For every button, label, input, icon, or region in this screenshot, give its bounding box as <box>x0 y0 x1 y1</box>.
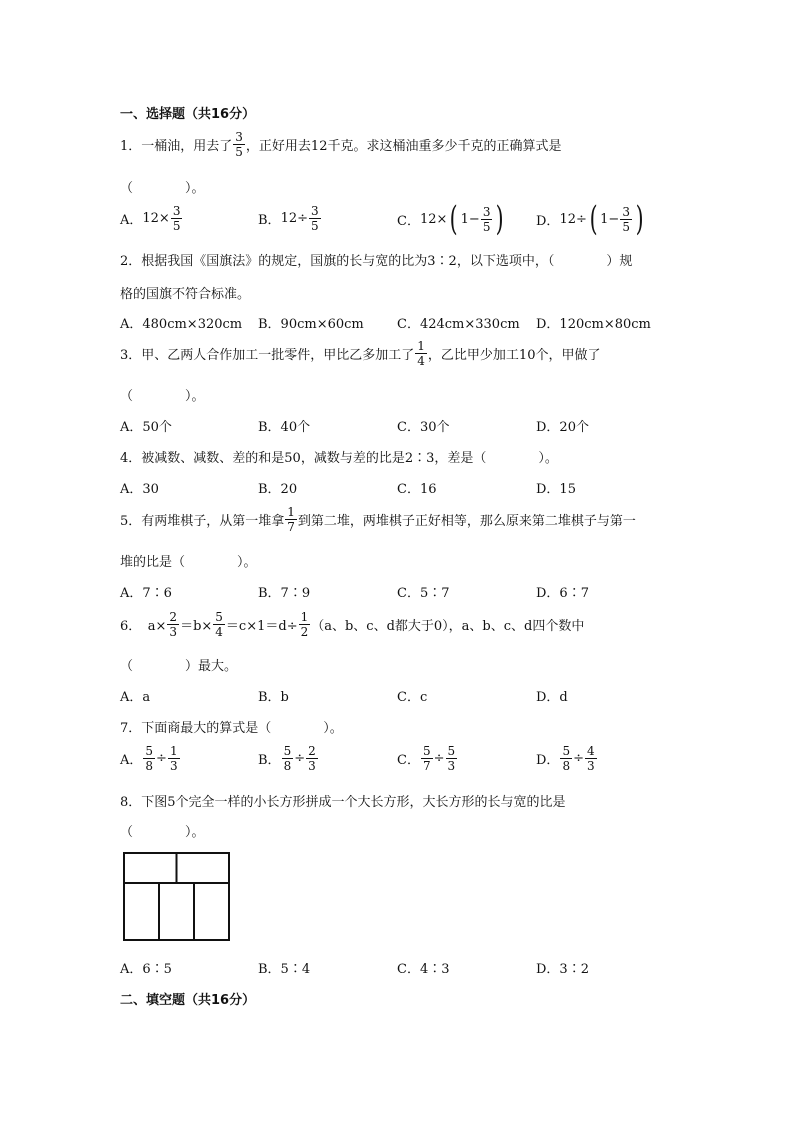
option-a[interactable]: A．50个 <box>120 420 172 435</box>
question-6-line2: （ ）最大。 <box>120 659 238 674</box>
option-b[interactable]: B．20 <box>258 482 298 497</box>
option-a[interactable]: A． $\frac{5}{8}$ ÷ $\frac{1}{3}$ <box>120 744 178 773</box>
option-b[interactable]: B．5∶4 <box>258 962 311 977</box>
option-b[interactable]: B． $\frac{5}{8}$ ÷ $\frac{2}{3}$ <box>258 744 316 773</box>
fraction: $\frac{3}{5}$ <box>235 130 243 159</box>
question-1-text: 1．一桶油，用去了 <box>120 139 233 154</box>
option-b[interactable]: B．b <box>258 690 289 705</box>
option-b[interactable]: B．90cm×60cm <box>258 317 364 332</box>
option-d[interactable]: D． 12÷ ( 1− $\frac{3}{5}$ ) <box>536 199 644 239</box>
question-4: 4．被减数、减数、差的和是50，减数与差的比是2∶3，差是（ ）。 <box>120 451 558 466</box>
option-a[interactable]: A．30 <box>120 482 159 497</box>
option-c[interactable]: C．c <box>397 690 428 705</box>
option-c[interactable]: C．4∶3 <box>397 962 450 977</box>
question-6: 6． a× $\frac{2}{3}$ ＝b× $\frac{5}{4}$ ＝c×1＝d÷ $\frac{1}{2}$ （a、b、c、d都大于0），a、b、c、d四个数中 <box>120 610 585 639</box>
question-1-text-cont: ，正好用去12千克。求这桶油重多少千克的正确算式是 <box>245 139 562 154</box>
question-8: 8．下图5个完全一样的小长方形拼成一个大长方形，大长方形的长与宽的比是 <box>120 795 566 810</box>
option-c[interactable]: C． $\frac{5}{7}$ ÷ $\frac{5}{3}$ <box>397 744 456 773</box>
option-d[interactable]: D．20个 <box>536 420 589 435</box>
question-2-line2: 格的国旗不符合标准。 <box>120 287 251 302</box>
option-d[interactable]: D． $\frac{5}{8}$ ÷ $\frac{4}{3}$ <box>536 744 595 773</box>
option-a[interactable]: A．7∶6 <box>120 586 172 601</box>
section-title-choice: 一、选择题（共16分） <box>120 107 256 122</box>
option-c[interactable]: C．16 <box>397 482 437 497</box>
question-3: 3．甲、乙两人合作加工一批零件，甲比乙多加工了 $\frac{1}{4}$ ，乙比甲少加工10个，甲做了 <box>120 339 601 368</box>
option-d[interactable]: D．15 <box>536 482 576 497</box>
question-5-line2: 堆的比是（ ）。 <box>120 555 257 570</box>
question-7: 7．下面商最大的算式是（ ）。 <box>120 721 343 736</box>
option-a[interactable]: A． 12× $\frac{3}{5}$ <box>120 204 181 233</box>
option-c[interactable]: C．5∶7 <box>397 586 450 601</box>
option-c[interactable]: C． 12× ( 1− $\frac{3}{5}$ ) <box>397 199 505 239</box>
option-d[interactable]: D．6∶7 <box>536 586 589 601</box>
question-5: 5．有两堆棋子，从第一堆拿 $\frac{1}{7}$ 到第二堆，两堆棋子正好相等，那么原来第二堆棋子与第一 <box>120 505 636 534</box>
answer-blank: （ ）。 <box>120 389 205 404</box>
option-d[interactable]: D．3∶2 <box>536 962 589 977</box>
question-2: 2．根据我国《国旗法》的规定，国旗的长与宽的比为3∶2，以下选项中，（ ）规 <box>120 254 633 269</box>
option-a[interactable]: A．6∶5 <box>120 962 172 977</box>
rectangles-figure <box>123 852 231 942</box>
question-1 <box>120 131 561 158</box>
option-c[interactable]: C．30个 <box>397 420 450 435</box>
section-title-fill: 二、填空题（共16分） <box>120 993 256 1008</box>
option-a[interactable]: A．480cm×320cm <box>120 317 243 332</box>
option-a[interactable]: A．a <box>120 690 151 705</box>
option-b[interactable]: B．40个 <box>258 420 311 435</box>
answer-blank: （ ）。 <box>120 181 205 196</box>
answer-blank: （ ）。 <box>120 825 205 840</box>
option-d[interactable]: D．d <box>536 690 568 705</box>
option-b[interactable]: B． 12÷ $\frac{3}{5}$ <box>258 204 319 233</box>
option-d[interactable]: D．120cm×80cm <box>536 317 651 332</box>
option-b[interactable]: B．7∶9 <box>258 586 311 601</box>
option-c[interactable]: C．424cm×330cm <box>397 317 520 332</box>
